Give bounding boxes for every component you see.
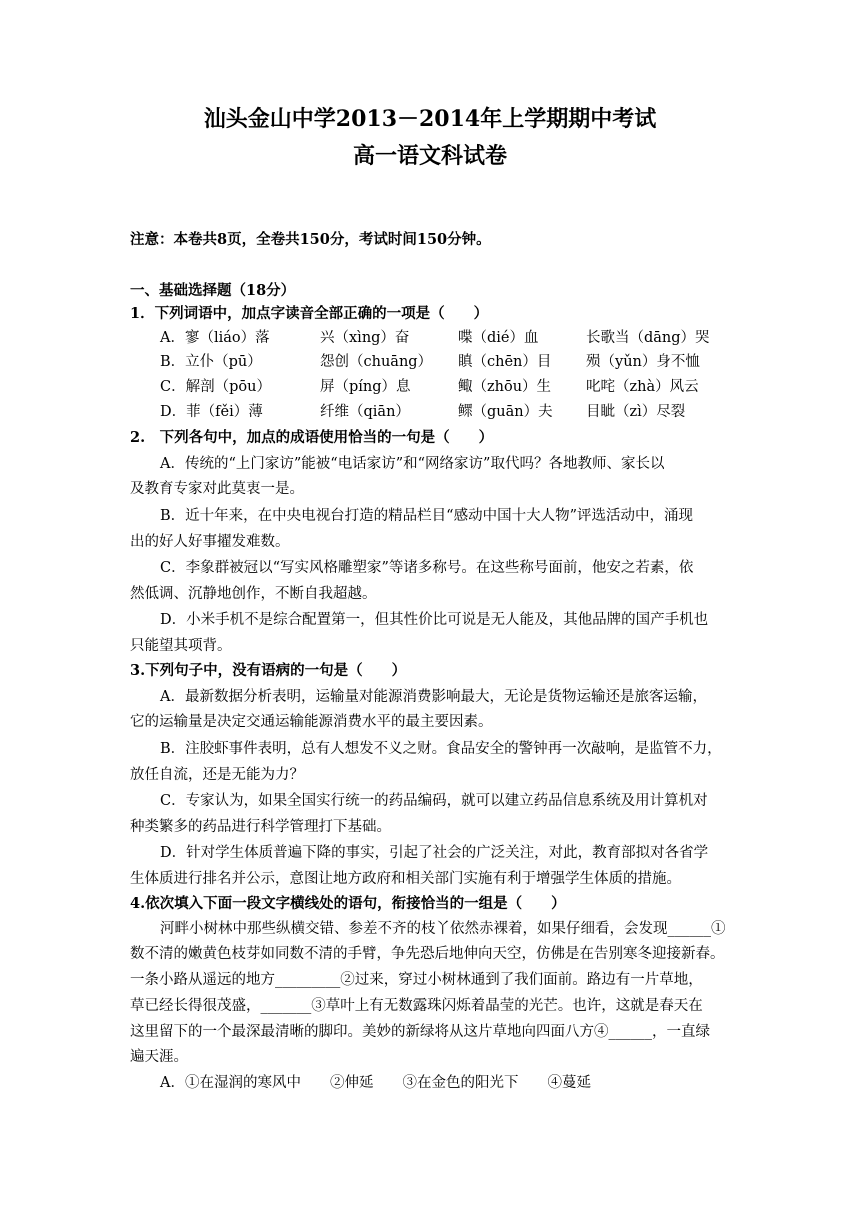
option-text: 屏（píng）息 — [320, 379, 411, 395]
option-text: 长歌当（dāng）哭 — [586, 330, 710, 346]
question-4-line: 一条小路从遥远的地方_________②过来，穿过小树林通到了我们面前。路边有一片草地， — [130, 972, 703, 988]
question-2-line: B．近十年来，在中央电视台打造的精品栏目“感动中国十大人物”评选活动中，涌现 — [160, 508, 693, 524]
question-2-line: 然低调、沉静地创作，不断自我超越。 — [130, 586, 377, 602]
question-3-line: C．专家认为，如果全国实行统一的药品编码，就可以建立药品信息系统及用计算机对 — [160, 793, 708, 809]
option-text: 喋（dié）血 — [458, 330, 539, 346]
question-3-line: B．注胶虾事件表明，总有人想发不义之财。食品安全的警钟再一次敲响，是监管不力， — [160, 741, 722, 757]
question-2-line: 出的好人好事擢发难数。 — [130, 534, 290, 550]
question-3-line: D．针对学生体质普遍下降的事实，引起了社会的广泛关注，对此，教育部拟对各省学 — [160, 845, 709, 861]
question-4-option-a: A．①在湿润的寒风中 ②伸延 ③在金色的阳光下 ④蔓延 — [160, 1075, 591, 1091]
question-2-line: 及教育专家对此莫衷一是。 — [130, 481, 304, 497]
question-4-line: 数不清的嫩黄色枝芽如同数不清的手臂，争先恐后地伸向天空，仿佛是在告别寒冬迎接新春。 — [130, 946, 725, 962]
question-2-line: C．李象群被冠以“写实风格雕塑家”等诸多称号。在这些称号面前，他安之若素，依 — [160, 560, 694, 576]
question-3-line: 放任自流，还是无能为力？ — [130, 767, 304, 783]
option-text: 兴（xìng）奋 — [320, 330, 410, 346]
section-heading: 一、基础选择题（18分） — [130, 282, 296, 299]
option-text: 殒（yǔn）身不恤 — [586, 354, 700, 370]
question-2-line: 只能望其项背。 — [130, 638, 232, 654]
exam-subtitle: 高一语文科试卷 — [352, 143, 507, 169]
question-4-line: 这里留下的一个最深最清晰的脚印。美妙的新绿将从这片草地向四面八方④______，一直绿 — [130, 1024, 710, 1040]
option-text: 叱咤（zhà）风云 — [586, 379, 699, 395]
question-3-line: 生体质进行排名并公示，意图让地方政府和相关部门实施有利于增强学生体质的措施。 — [130, 871, 681, 887]
exam-title: 汕头金山中学2013－2014年上学期期中考试 — [203, 106, 657, 132]
question-4-stem: 4.依次填入下面一段文字横线处的语句，衔接恰当的一组是（ ） — [130, 895, 566, 912]
question-4-line: 草已经长得很茂盛，_______③草叶上有无数露珠闪烁着晶莹的光芒。也许，这就是春天在 — [130, 998, 703, 1014]
option-text: 鳏（guān）夫 — [458, 404, 553, 420]
question-2-line: A．传统的“上门家访”能被“电话家访”和“网络家访”取代吗？各地教师、家长以 — [160, 456, 665, 472]
question-4-line: 遍天涯。 — [130, 1049, 188, 1065]
question-2-line: D．小米手机不是综合配置第一，但其性价比可说是无人能及，其他品牌的国产手机也 — [160, 612, 709, 628]
option-text: D．菲（fěi）薄 — [160, 404, 263, 420]
question-2-stem: 2. 下列各句中，加点的成语使用恰当的一句是（ ） — [130, 429, 494, 446]
option-text: B．立仆（pū） — [160, 354, 262, 370]
exam-notice: 注意：本卷共8页，全卷共150分，考试时间150分钟。 — [130, 231, 491, 248]
option-text: 目眦（zì）尽裂 — [586, 404, 686, 420]
question-1-row-b — [0, 351, 860, 373]
question-3-line: 它的运输量是决定交通运输能源消费水平的最主要因素。 — [130, 714, 493, 730]
question-1-row-a — [0, 327, 860, 349]
option-text: 怨创（chuāng） — [320, 354, 433, 370]
option-text: 鲰（zhōu）生 — [458, 379, 552, 395]
option-text: C．解剖（pōu） — [160, 379, 271, 395]
question-4-line: 河畔小树林中那些纵横交错、参差不齐的枝丫依然赤裸着，如果仔细看，会发现______① — [160, 921, 726, 937]
question-1-stem: 1．下列词语中，加点字读音全部正确的一项是（ ） — [130, 305, 489, 322]
question-1-row-d — [0, 401, 860, 423]
option-text: A．寥（liáo）落 — [160, 330, 270, 346]
option-text: 纤维（qiān） — [320, 404, 410, 420]
question-3-line: 种类繁多的药品进行科学管理打下基础。 — [130, 819, 391, 835]
option-text: 瞋（chēn）目 — [458, 354, 552, 370]
question-1-row-c — [0, 376, 860, 398]
question-3-line: A．最新数据分析表明，运输量对能源消费影响最大，无论是货物运输还是旅客运输， — [160, 689, 707, 705]
question-3-stem: 3.下列句子中，没有语病的一句是（ ） — [130, 662, 407, 679]
